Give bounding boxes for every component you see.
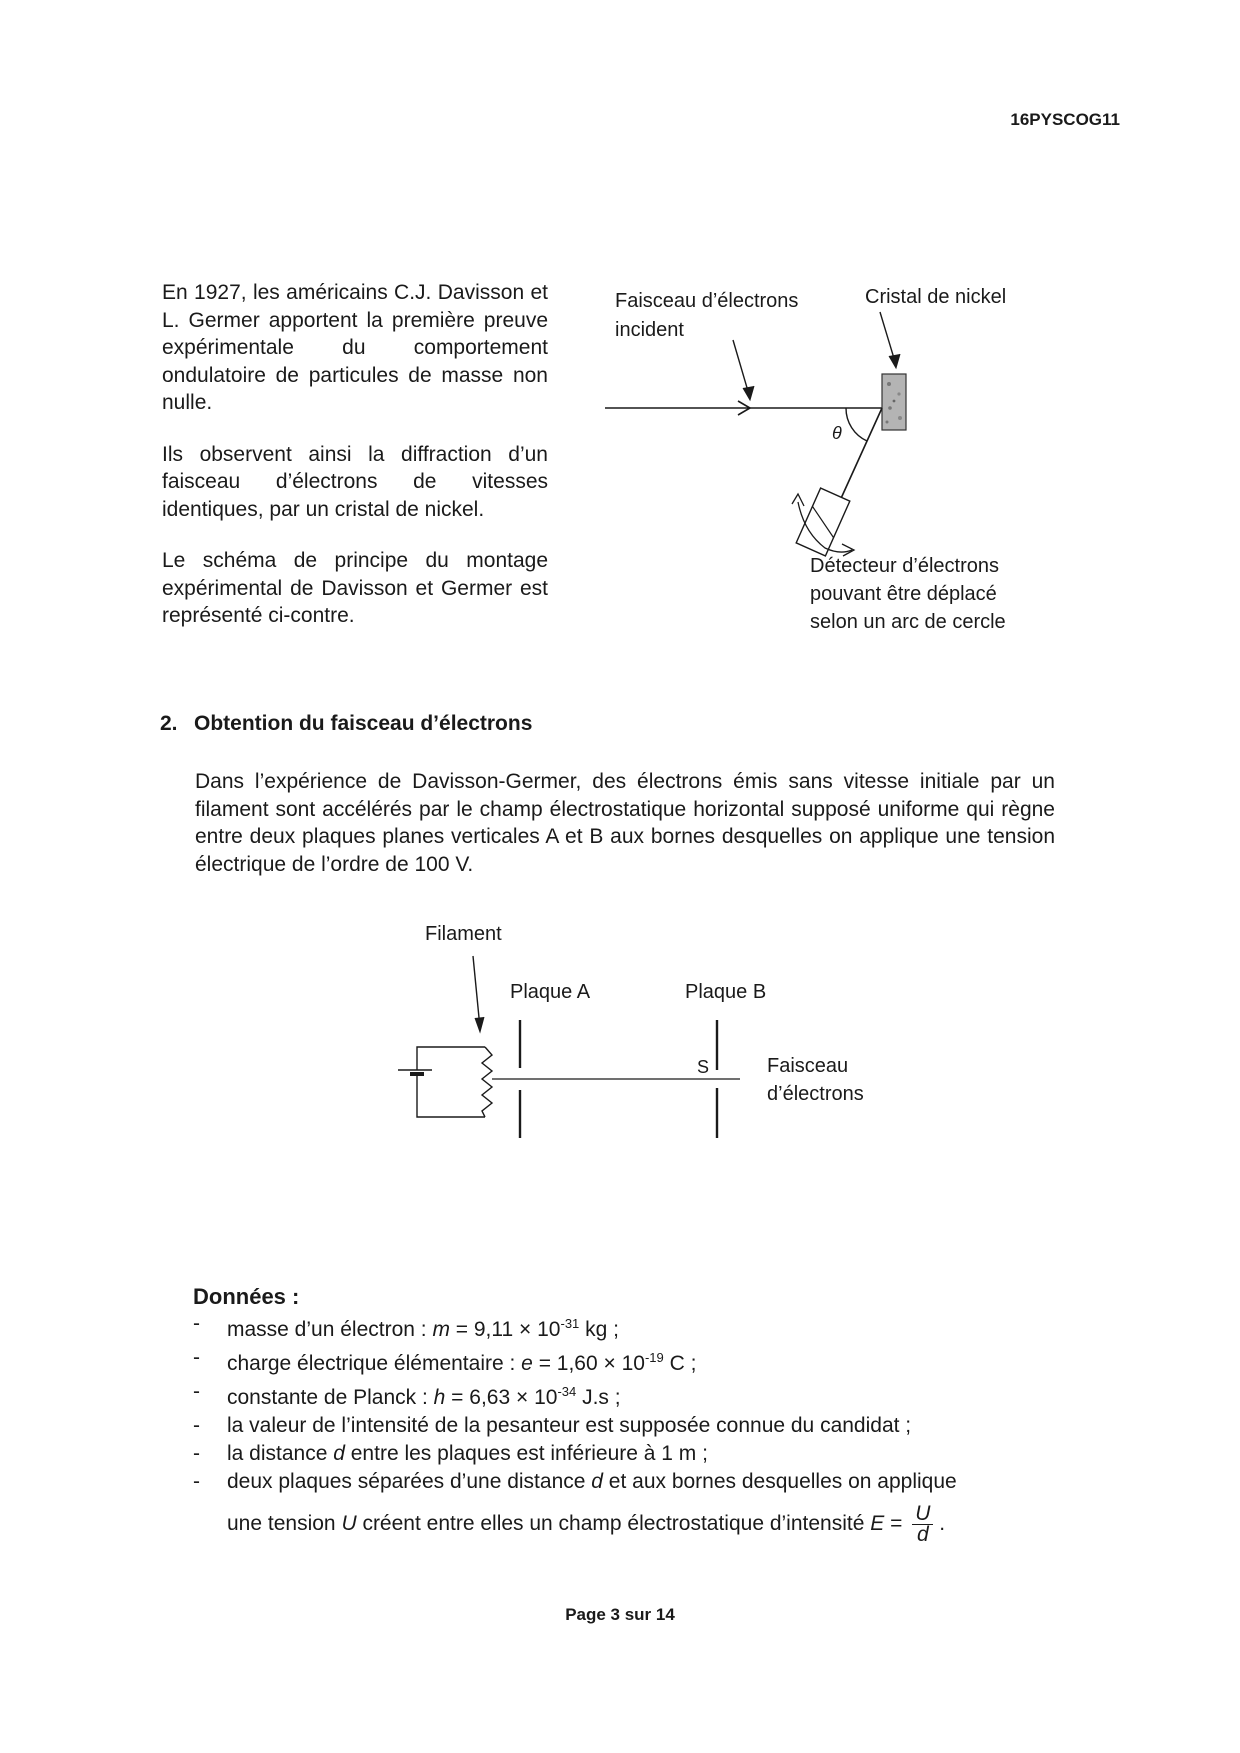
beam-label-line1: Faisceau	[767, 1055, 849, 1077]
aperture-s-label: S	[697, 1057, 710, 1077]
list-item: - charge électrique élémentaire : $e = 1,60 \times 10^{-19}$ C ;	[190, 1344, 1070, 1378]
beam-label-line2: incident	[615, 319, 684, 341]
donnees-list	[190, 1310, 1070, 1545]
intro-text	[162, 279, 548, 630]
section-title: Obtention du faisceau d’électrons	[194, 712, 533, 735]
list-item: - deux plaques séparées d’une distance d et aux bornes desquelles on applique une tension U créent entre elles un champ électrostatique d’intensité E = $\frac{U}{d}$ .	[190, 1468, 1070, 1545]
beam-label-line1: Faisceau d’électrons	[615, 290, 799, 312]
document-code: 16PYSCOG11	[1010, 110, 1120, 129]
electron-gun-diagram	[380, 920, 920, 1140]
battery-symbol-icon	[410, 1072, 424, 1076]
crystal-label: Cristal de nickel	[865, 286, 1007, 308]
angle-arc	[846, 408, 867, 441]
filament-coil	[482, 1047, 492, 1117]
list-item: - la valeur de l’intensité de la pesanteur est supposée connue du candidat ;	[190, 1412, 1070, 1440]
list-item: - constante de Planck : $h = 6,63 \times 10^{-34}$ J.s ;	[190, 1378, 1070, 1412]
page-number: Page 3 sur 14	[565, 1605, 675, 1624]
detector-label-line1: Détecteur d’électrons	[810, 555, 999, 577]
donnees-title: Données :	[193, 1284, 300, 1309]
plaque-a-label: Plaque A	[510, 981, 591, 1003]
filament-pointer-line	[473, 956, 480, 1028]
fraction-u-over-d: $\frac{U}{d}$	[912, 1504, 933, 1545]
section-heading	[160, 712, 532, 736]
intro-paragraph-1: En 1927, les américains C.J. Davisson et L. Germer apportent la première preuve expérimentale du comportement ondulatoire de particules de masse non nulle.	[162, 281, 548, 414]
circuit-wire-top	[417, 1047, 485, 1058]
crystal-pointer-arrow-icon	[889, 354, 900, 368]
detector-label-line2: pouvant être déplacé	[810, 583, 997, 605]
circuit-wire-bottom	[417, 1110, 485, 1117]
section-number: 2.	[160, 712, 178, 735]
beam-label-line2: d’électrons	[767, 1083, 864, 1105]
filament-pointer-arrow-icon	[475, 1017, 484, 1032]
diffracted-beam-line	[838, 408, 882, 505]
plaque-b-label: Plaque B	[685, 981, 767, 1003]
intro-paragraph-3: Le schéma de principe du montage expérimental de Davisson et Germer est représenté ci-contre.	[162, 549, 548, 627]
filament-label: Filament	[425, 923, 502, 945]
detector-label-line3: selon un arc de cercle	[810, 611, 1006, 633]
beam-pointer-arrow-icon	[743, 386, 754, 400]
davisson-germer-diagram	[590, 270, 1090, 650]
list-item: - masse d’un électron : $m = 9,11 \times 10^{-31}$ kg ;	[190, 1310, 1070, 1344]
list-item: - la distance d entre les plaques est inférieure à 1 m ;	[190, 1440, 1070, 1468]
section-paragraph: Dans l’expérience de Davisson-Germer, des électrons émis sans vitesse initiale par un filament sont accélérés par le champ électrostatique horizontal supposé uniforme qui règne entre deux plaques planes verticales A et B aux bornes desquelles on applique une tension électrique de l’ordre de 100 V.	[195, 770, 1055, 876]
intro-paragraph-2: Ils observent ainsi la diffraction d’un faisceau d’électrons de vitesses identiques, par un cristal de nickel.	[162, 442, 548, 521]
angle-theta: θ	[832, 423, 842, 443]
